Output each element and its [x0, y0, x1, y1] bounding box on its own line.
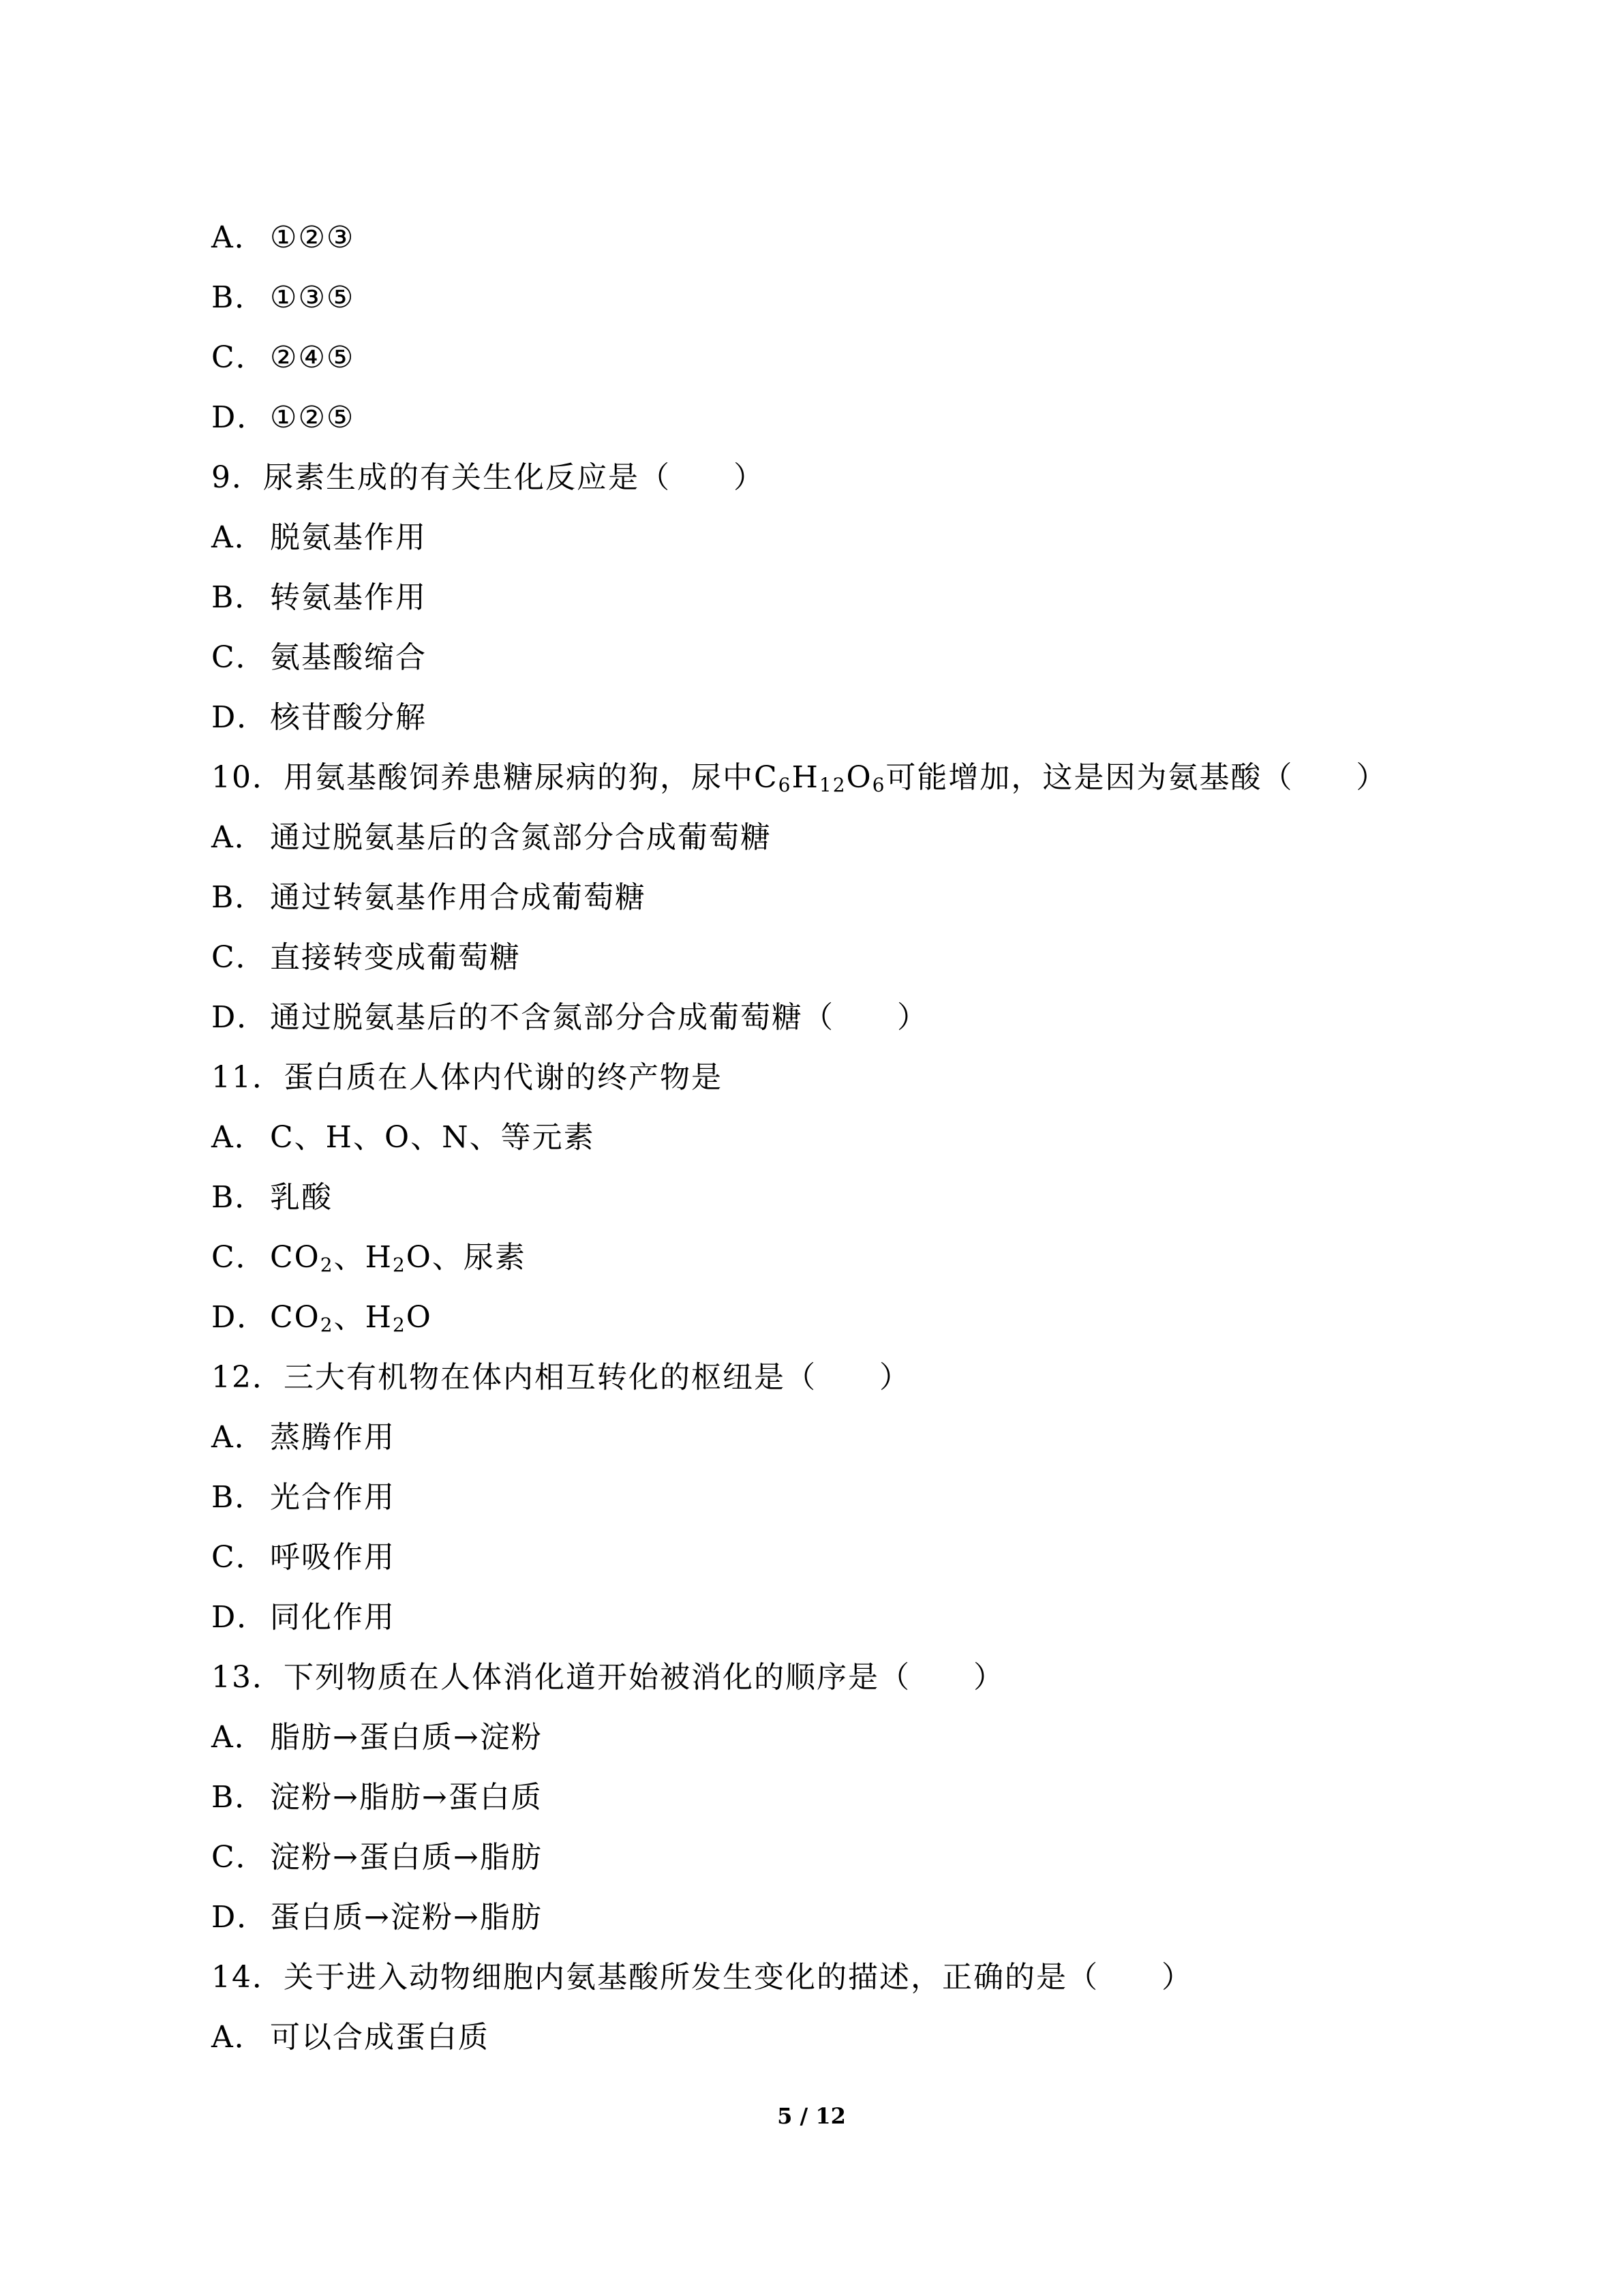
- option-text: 可以合成蛋白质: [270, 2020, 489, 2055]
- answer-option: [211, 628, 1506, 688]
- question-stem: [211, 748, 1506, 808]
- option-text: 蒸腾作用: [270, 1420, 395, 1455]
- option-letter: A．: [211, 1720, 266, 1755]
- option-letter: B．: [211, 1780, 267, 1815]
- option-letter: A．: [211, 220, 266, 255]
- answer-option: [211, 1228, 1506, 1288]
- answer-option: [211, 1588, 1506, 1648]
- option-letter: C．: [211, 1540, 267, 1575]
- option-text: $CO_2$、$H_2O$: [270, 1300, 432, 1336]
- question-number: 12．: [211, 1360, 284, 1395]
- answer-option: [211, 688, 1506, 748]
- answer-option: [211, 1708, 1506, 1768]
- answer-option: [211, 1288, 1506, 1348]
- option-letter: B．: [211, 580, 267, 615]
- answer-option: [211, 508, 1506, 568]
- option-letter: C．: [211, 940, 267, 975]
- option-text: 转氨基作用: [270, 580, 427, 615]
- option-text: 乳酸: [270, 1180, 333, 1215]
- answer-option: [211, 208, 1506, 268]
- question-text: 三大有机物在体内相互转化的枢纽是（ ）: [284, 1360, 911, 1395]
- option-letter: B．: [211, 1480, 267, 1515]
- option-letter: D．: [211, 1300, 269, 1335]
- option-letter: A．: [211, 1420, 266, 1455]
- option-text: $CO_2$、$H_2O$、尿素: [270, 1240, 526, 1276]
- option-text: 蛋白质→淀粉→脂肪: [270, 1900, 543, 1935]
- option-text: 脱氨基作用: [270, 520, 427, 555]
- answer-option: [211, 1528, 1506, 1588]
- option-text: 通过脱氨基后的不含氮部分合成葡萄糖（ ）: [270, 1000, 928, 1035]
- answer-option: [211, 268, 1506, 328]
- option-letter: A．: [211, 520, 266, 555]
- question-text: 用氨基酸饲养患糖尿病的狗，尿中$C_6H_{12}O_6$可能增加，这是因为氨基酸（ ）: [284, 760, 1388, 796]
- option-letter: A．: [211, 820, 266, 855]
- option-text: 淀粉→蛋白质→脂肪: [270, 1840, 543, 1875]
- option-text: 直接转变成葡萄糖: [270, 940, 521, 975]
- option-letter: A．: [211, 2020, 266, 2055]
- option-text: C、H、O、N、等元素: [270, 1120, 595, 1155]
- answer-option: [211, 1828, 1506, 1888]
- answer-option: [211, 808, 1506, 868]
- answer-option: [211, 328, 1506, 388]
- option-text: 脂肪→蛋白质→淀粉: [270, 1720, 543, 1755]
- option-letter: C．: [211, 1840, 267, 1875]
- page-number: 5 / 12: [777, 2103, 846, 2129]
- question-number: 11．: [211, 1060, 284, 1095]
- question-stem: [211, 1348, 1506, 1408]
- question-number: 14．: [211, 1960, 284, 1995]
- question-text: 下列物质在人体消化道开始被消化的顺序是（ ）: [284, 1660, 1005, 1695]
- answer-option: [211, 868, 1506, 928]
- option-text: 同化作用: [270, 1600, 395, 1635]
- question-stem: [211, 1948, 1506, 2008]
- option-text: ①②⑤: [270, 400, 355, 435]
- answer-option: [211, 568, 1506, 628]
- answer-option: [211, 1108, 1506, 1168]
- question-list: [211, 208, 1506, 2068]
- option-text: 呼吸作用: [270, 1540, 395, 1575]
- question-text: 关于进入动物细胞内氨基酸所发生变化的描述，正确的是（ ）: [284, 1960, 1193, 1995]
- question-number: 13．: [211, 1660, 284, 1695]
- option-letter: B．: [211, 880, 267, 915]
- question-stem: [211, 1048, 1506, 1108]
- option-letter: D．: [211, 1600, 269, 1635]
- answer-option: [211, 1408, 1506, 1468]
- question-stem: [211, 1648, 1506, 1708]
- answer-option: [211, 1168, 1506, 1228]
- option-text: 淀粉→脂肪→蛋白质: [270, 1780, 543, 1815]
- question-text: 蛋白质在人体内代谢的终产物是: [284, 1060, 723, 1095]
- option-text: 光合作用: [270, 1480, 395, 1515]
- question-stem: [211, 448, 1506, 508]
- option-letter: C．: [211, 1240, 267, 1275]
- question-number: 9．: [211, 460, 263, 495]
- option-text: 氨基酸缩合: [270, 640, 427, 675]
- option-letter: B．: [211, 1180, 267, 1215]
- option-text: 通过转氨基作用合成葡萄糖: [270, 880, 646, 915]
- option-letter: B．: [211, 280, 267, 315]
- option-letter: D．: [211, 1000, 269, 1035]
- option-text: 核苷酸分解: [270, 700, 427, 735]
- question-number: 10．: [211, 760, 284, 795]
- option-text: 通过脱氨基后的含氮部分合成葡萄糖: [270, 820, 772, 855]
- option-text: ①②③: [270, 220, 355, 255]
- answer-option: [211, 1768, 1506, 1828]
- option-letter: C．: [211, 640, 267, 675]
- option-text: ②④⑤: [270, 340, 355, 375]
- answer-option: [211, 928, 1506, 988]
- option-letter: D．: [211, 400, 269, 435]
- answer-option: [211, 1888, 1506, 1948]
- answer-option: [211, 988, 1506, 1048]
- answer-option: [211, 1468, 1506, 1528]
- option-letter: D．: [211, 700, 269, 735]
- option-text: ①③⑤: [270, 280, 355, 315]
- answer-option: [211, 2008, 1506, 2068]
- option-letter: C．: [211, 340, 267, 375]
- option-letter: D．: [211, 1900, 269, 1935]
- option-letter: A．: [211, 1120, 266, 1155]
- answer-option: [211, 388, 1506, 448]
- question-text: 尿素生成的有关生化反应是（ ）: [263, 460, 765, 495]
